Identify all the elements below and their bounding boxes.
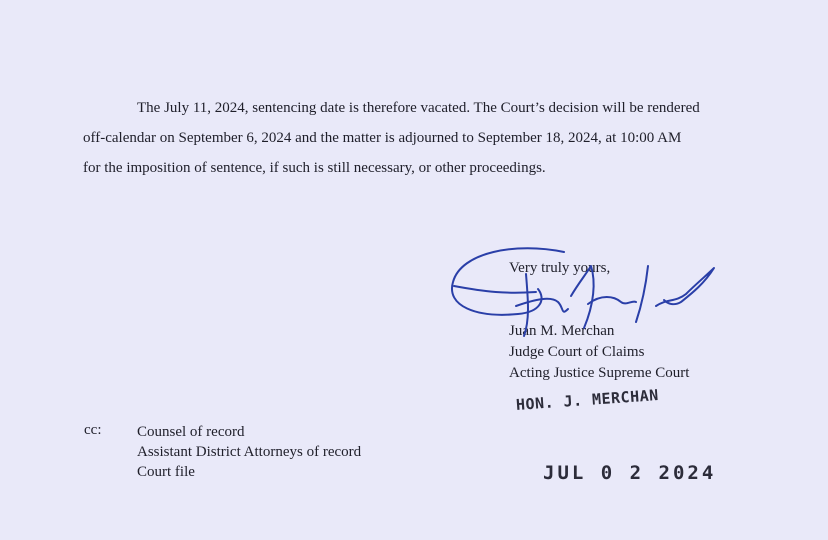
signer-name: Juan M. Merchan <box>509 323 615 339</box>
cc-label: cc: <box>84 422 102 438</box>
body-paragraph <box>83 93 779 183</box>
cc-recipient-list <box>137 422 361 482</box>
body-line: off-calendar on September 6, 2024 and the matter is adjourned to September 18, 2024, at 10:00 AM <box>83 130 682 146</box>
signer-title-secondary: Acting Justice Supreme Court <box>509 365 690 381</box>
cc-recipient: Assistant District Attorneys of record <box>137 444 362 460</box>
handwritten-signature <box>446 244 736 354</box>
signer-title: Judge Court of Claims <box>509 344 645 360</box>
body-line: The July 11, 2024, sentencing date is therefore vacated. The Court’s decision will be rendered <box>137 100 700 116</box>
closing-salutation: Very truly yours, <box>509 260 611 276</box>
cc-recipient: Counsel of record <box>137 424 245 440</box>
body-line: for the imposition of sentence, if such is still necessary, or other proceedings. <box>83 160 546 176</box>
name-stamp: HON. J. MERCHAN <box>515 386 660 414</box>
date-stamp: JUL 0 2 2024 <box>543 462 717 484</box>
cc-recipient: Court file <box>137 464 195 480</box>
